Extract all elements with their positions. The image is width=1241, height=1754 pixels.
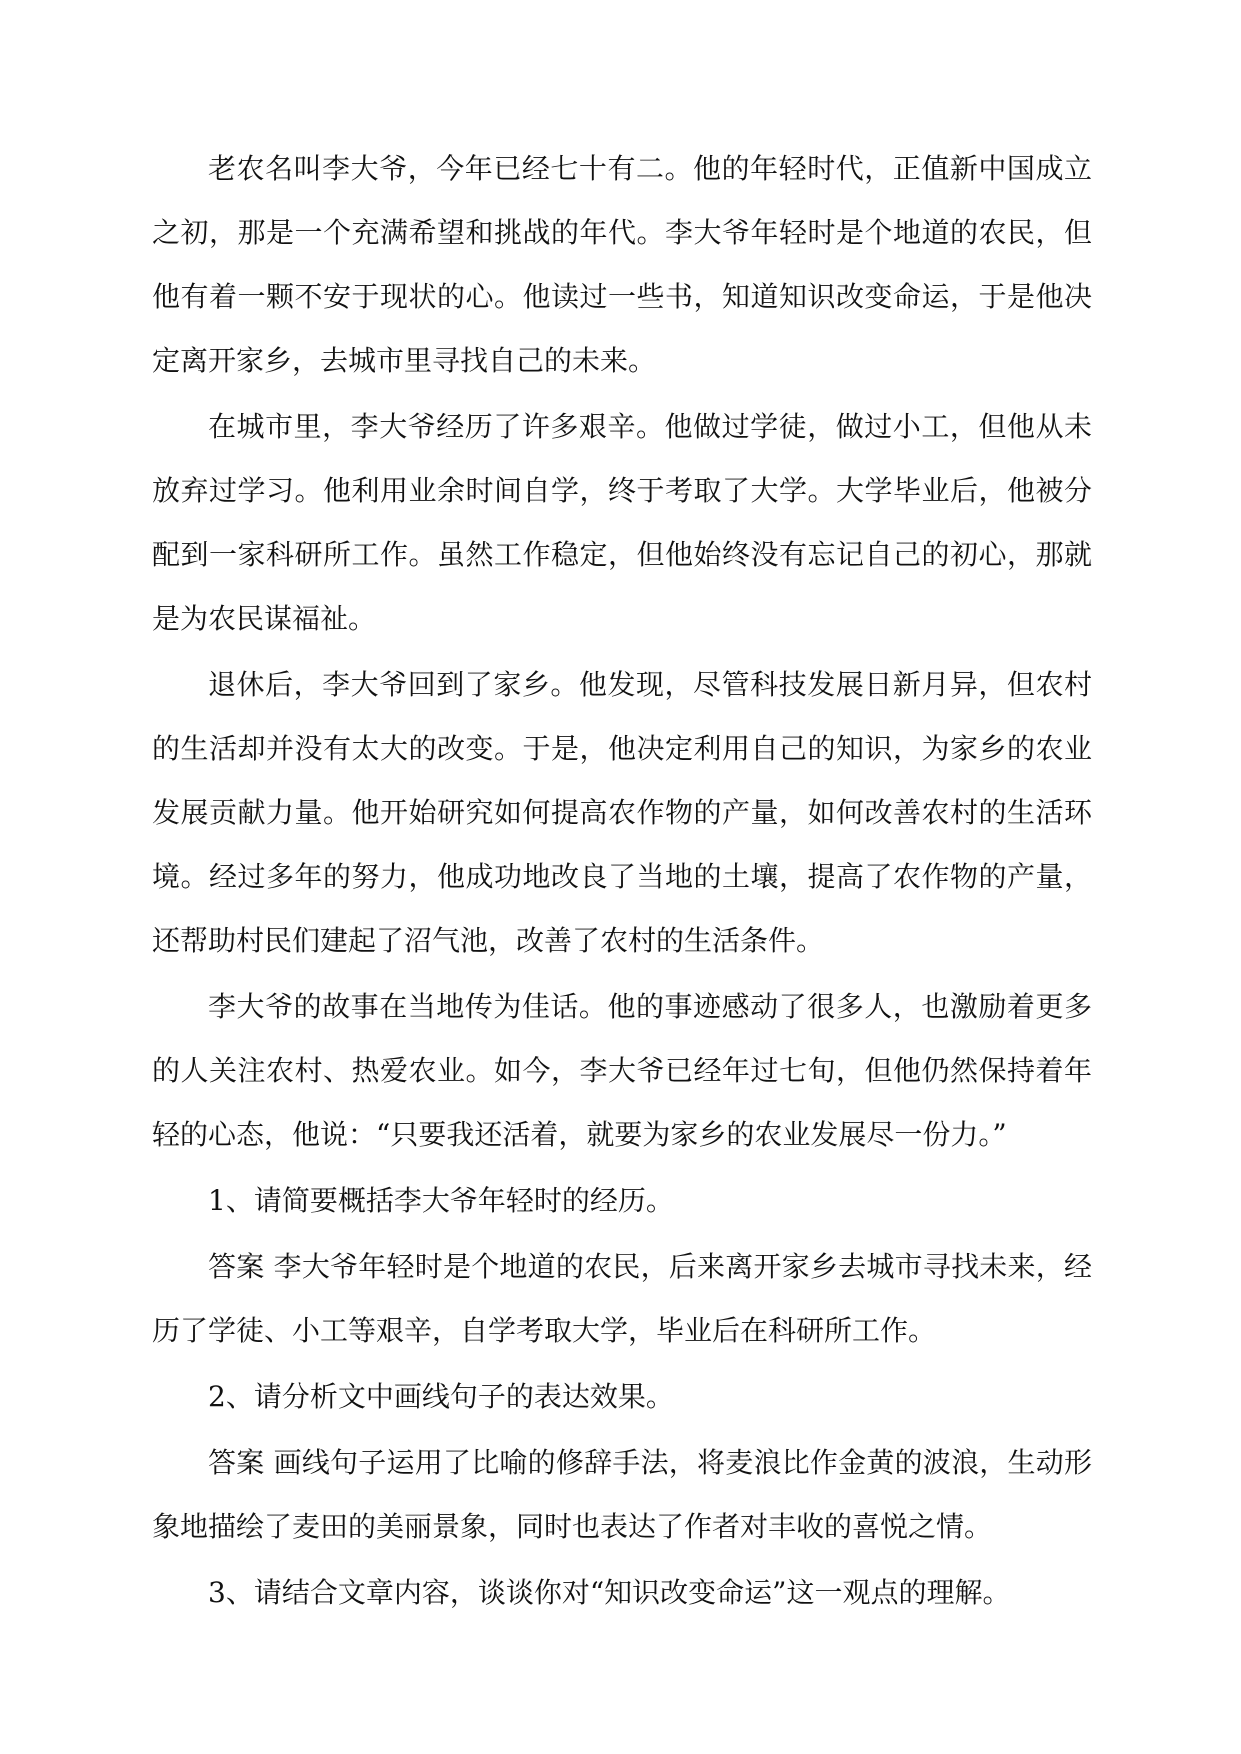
- document-page: [152, 137, 1092, 1627]
- question-3: 3、请结合文章内容，谈谈你对“知识改变命运”这一观点的理解。: [208, 1576, 1011, 1609]
- answer-1: 答案 李大爷年轻时是个地道的农民，后来离开家乡去城市寻找未来，经历了学徒、小工等艰辛，自学考取大学，毕业后在科研所工作。: [152, 1250, 1092, 1347]
- story-paragraph-4: 李大爷的故事在当地传为佳话。他的事迹感动了很多人，也激励着更多的人关注农村、热爱农业。如今，李大爷已经年过七旬，但他仍然保持着年轻的心态，他说：“只要我还活着，就要为家乡的农业发展尽一份力。”: [152, 990, 1092, 1151]
- story-paragraph-1: 老农名叫李大爷，今年已经七十有二。他的年轻时代，正值新中国成立之初，那是一个充满希望和挑战的年代。李大爷年轻时是个地道的农民，但他有着一颗不安于现状的心。他读过一些书，知道知识改变命运，于是他决定离开家乡，去城市里寻找自己的未来。: [152, 152, 1092, 377]
- question-1: 1、请简要概括李大爷年轻时的经历。: [208, 1184, 674, 1217]
- question-2: 2、请分析文中画线句子的表达效果。: [208, 1380, 674, 1413]
- story-paragraph-3: 退休后，李大爷回到了家乡。他发现，尽管科技发展日新月异，但农村的生活却并没有太大的改变。于是，他决定利用自己的知识，为家乡的农业发展贡献力量。他开始研究如何提高农作物的产量，如何改善农村的生活环境。经过多年的努力，他成功地改良了当地的土壤，提高了农作物的产量，还帮助村民们建起了沼气池，改善了农村的生活条件。: [152, 668, 1092, 957]
- story-paragraph-2: 在城市里，李大爷经历了许多艰辛。他做过学徒，做过小工，但他从未放弃过学习。他利用业余时间自学，终于考取了大学。大学毕业后，他被分配到一家科研所工作。虽然工作稳定，但他始终没有忘记自己的初心，那就是为农民谋福祉。: [152, 410, 1092, 635]
- answer-2: 答案 画线句子运用了比喻的修辞手法，将麦浪比作金黄的波浪，生动形象地描绘了麦田的美丽景象，同时也表达了作者对丰收的喜悦之情。: [152, 1446, 1092, 1543]
